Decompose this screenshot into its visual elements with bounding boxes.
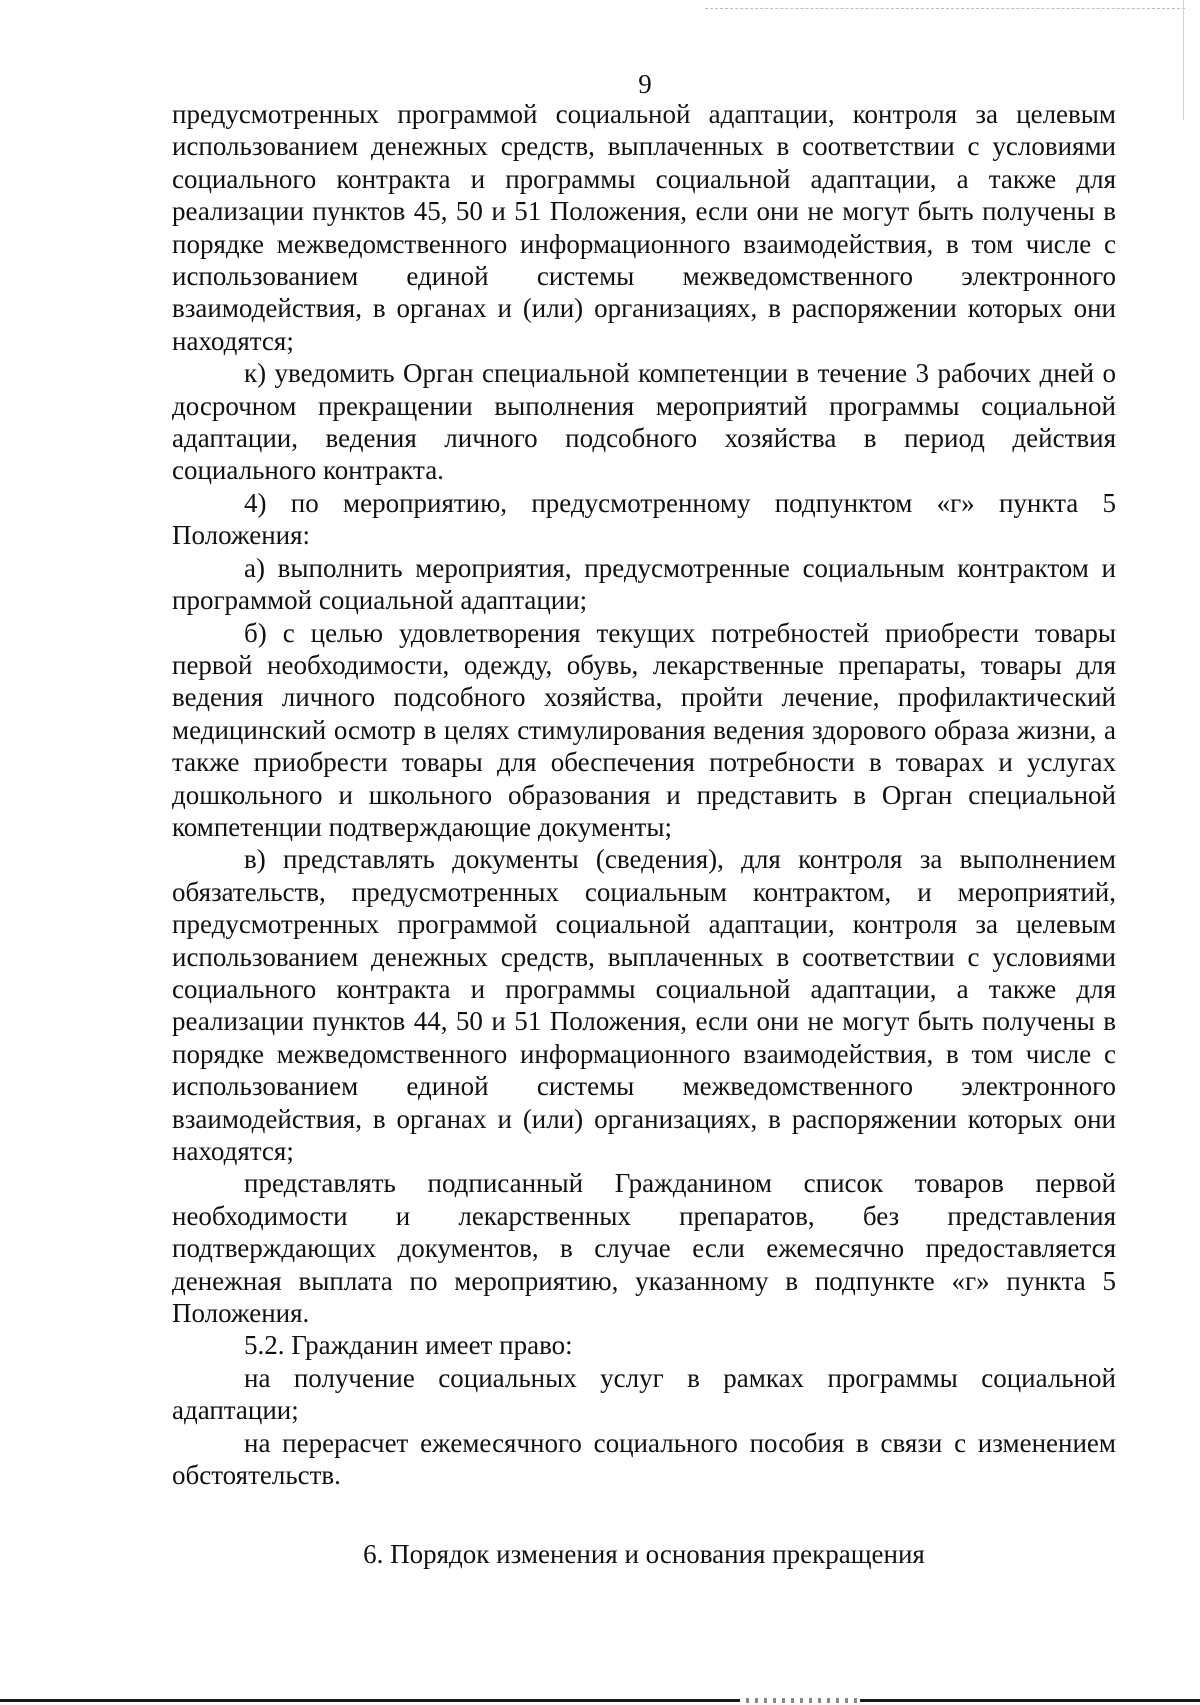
scan-edge-top — [705, 8, 1185, 9]
paragraph: в) представлять документы (сведения), для контроля за выполнением обязательств, предусмотренных социальным контрактом, и мероприятий, предусмотренных программой социальной адаптации, контроля за целевым использованием денежных средств, выплаченных в соответствии с условиями социального контракта и программы социальной адаптации, а также для реализации пунктов 44, 50 и 51 Положения, если они не могут быть получены в порядке межведомственного информационного взаимодействия, в том числе с использованием единой системы межведомственного электронного взаимодействия, в органах и (или) организациях, в распоряжении которых они находятся; — [172, 844, 1116, 1166]
paragraph: на получение социальных услуг в рамках программы социальной адаптации; — [172, 1362, 1116, 1426]
paragraph: представлять подписанный Гражданином список товаров первой необходимости и лекарственных препаратов, без представления подтверждающих документов, в случае если ежемесячно предоставляется денежная выплата по мероприятию, указанному в подпункте «г» пункта 5 Положения. — [172, 1168, 1116, 1329]
section-heading: 6. Порядок изменения и основания прекращения — [363, 1539, 925, 1569]
scan-edge-right — [1183, 0, 1184, 120]
scan-edge-bottom — [0, 1699, 1200, 1702]
paragraph: 4) по мероприятию, предусмотренному подпунктом «г» пункта 5 Положения: — [172, 487, 1116, 551]
page-number: 9 — [638, 69, 652, 99]
paragraph: б) с целью удовлетворения текущих потребностей приобрести товары первой необходимости, одежду, обувь, лекарственные препараты, товары для ведения личного подсобного хозяйства, пройти лечение, профилактический медицинский осмотр в целях стимулирования ведения здорового образа жизни, а также приобрести товары для обеспечения потребности в товарах и услугах дошкольного и школьного образования и представить в Орган специальной компетенции подтверждающие документы; — [172, 617, 1116, 842]
paragraph: предусмотренных программой социальной адаптации, контроля за целевым использованием денежных средств, выплаченных в соответствии с условиями социального контракта и программы социальной адаптации, а также для реализации пунктов 45, 50 и 51 Положения, если они не могут быть получены в порядке межведомственного информационного взаимодействия, в том числе с использованием единой системы межведомственного электронного взаимодействия, в органах и (или) организациях, в распоряжении которых они находятся; — [172, 99, 1116, 356]
paragraph: 5.2. Гражданин имеет право: — [244, 1330, 573, 1361]
paragraph: к) уведомить Орган специальной компетенции в течение 3 рабочих дней о досрочном прекращении выполнения мероприятий программы социальной адаптации, ведения личного подсобного хозяйства в период действия социального контракта. — [172, 358, 1116, 486]
paragraph: на перерасчет ежемесячного социального пособия в связи с изменением обстоятельств. — [172, 1427, 1116, 1491]
paragraph: а) выполнить мероприятия, предусмотренные социальным контрактом и программой социальной адаптации; — [172, 552, 1116, 616]
scan-edge-bottom-gap — [740, 1698, 860, 1703]
document-body — [172, 98, 1116, 1491]
